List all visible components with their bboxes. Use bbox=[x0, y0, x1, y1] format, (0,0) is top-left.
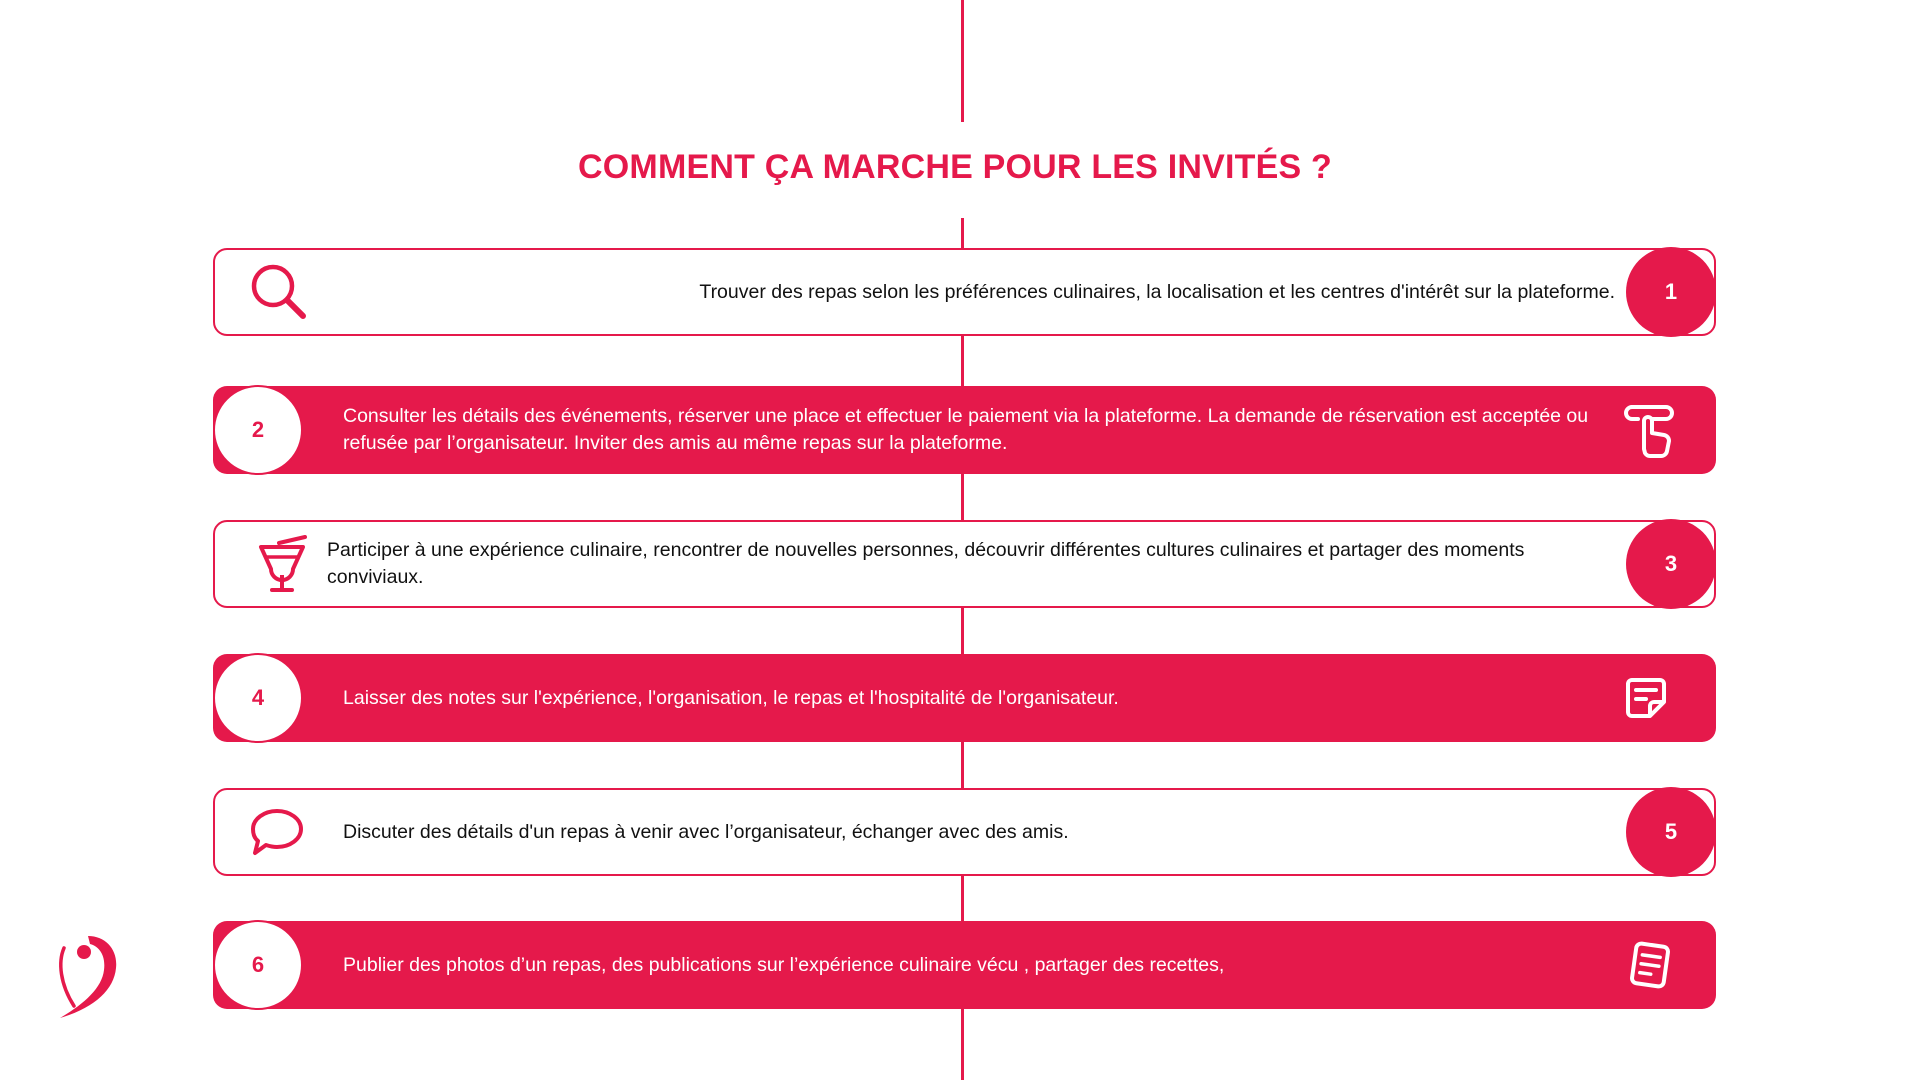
step-4 bbox=[213, 654, 1716, 742]
step-3-number: 3 bbox=[1626, 519, 1716, 609]
step-4-text: Laisser des notes sur l'expérience, l'organisation, le repas et l'hospitalité de l'organisateur. bbox=[343, 686, 1119, 709]
step-5-text: Discuter des détails d'un repas à venir avec l’organisateur, échanger avec des amis. bbox=[343, 820, 1069, 843]
page-title: COMMENT ÇA MARCHE POUR LES INVITÉS ? bbox=[578, 148, 1332, 186]
note-icon bbox=[1624, 676, 1668, 720]
step-6 bbox=[213, 921, 1716, 1009]
step-1-number: 1 bbox=[1626, 247, 1716, 337]
step-6-text: Publier des photos d’un repas, des publications sur l’expérience culinaire vécu , partager des recettes, bbox=[343, 953, 1225, 976]
step-3 bbox=[213, 520, 1716, 608]
step-2-number: 2 bbox=[213, 385, 303, 475]
step-2 bbox=[213, 386, 1716, 474]
location-pin-logo-icon bbox=[54, 932, 120, 1022]
document-icon bbox=[1628, 941, 1672, 989]
step-4-number: 4 bbox=[213, 653, 303, 743]
timeline-top-line bbox=[961, 0, 964, 122]
step-3-text: Participer à une expérience culinaire, rencontrer de nouvelles personnes, découvrir différentes cultures culinaires et partager des moments conviviaux. bbox=[327, 539, 1525, 588]
step-1 bbox=[213, 248, 1716, 336]
step-5-number: 5 bbox=[1626, 787, 1716, 877]
chat-bubble-icon bbox=[249, 807, 305, 857]
step-5 bbox=[213, 788, 1716, 876]
step-6-number: 6 bbox=[213, 920, 303, 1010]
search-icon bbox=[249, 262, 309, 322]
cocktail-glass-icon bbox=[257, 533, 309, 595]
tap-gesture-icon bbox=[1624, 399, 1678, 461]
step-1-text: Trouver des repas selon les préférences culinaires, la localisation et les centres d'intérêt sur la plateforme. bbox=[699, 280, 1615, 303]
step-2-text: Consulter les détails des événements, réserver une place et effectuer le paiement via la plateforme. La demande de réservation est acceptée ou refusée par l’organisateur. Inviter des amis au même repas sur la plateforme. bbox=[343, 405, 1589, 454]
